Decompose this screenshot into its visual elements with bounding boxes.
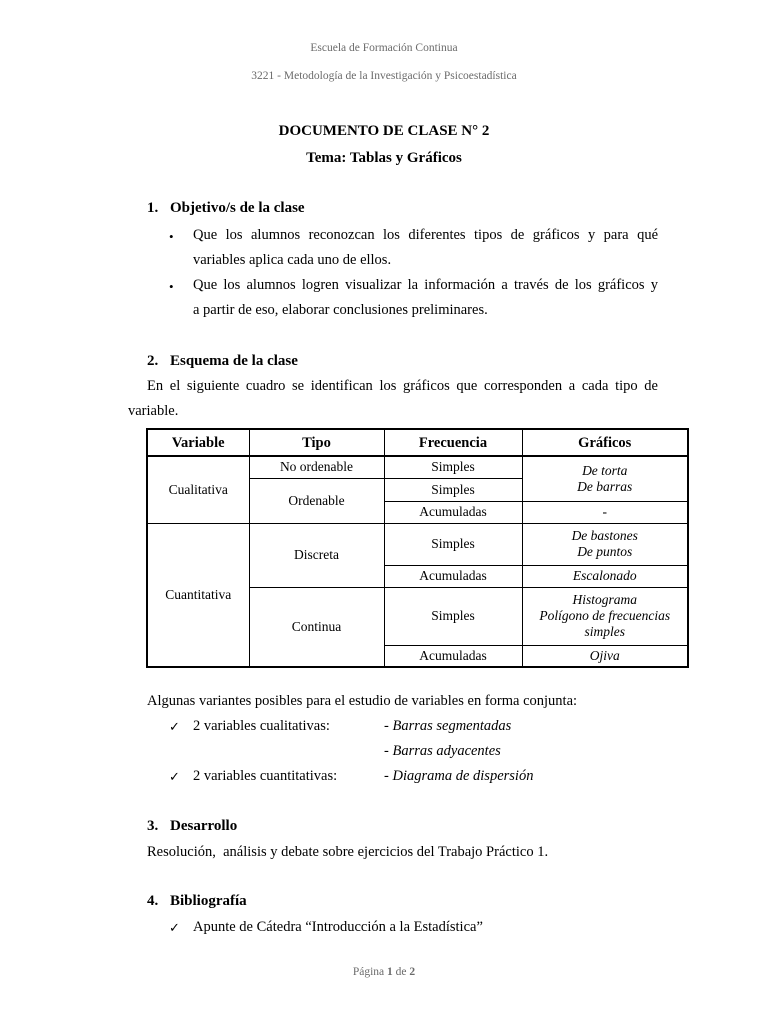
- objective-item: [193, 273, 658, 323]
- section-title: Objetivo/s de la clase: [170, 200, 305, 216]
- table-cell-frequency: Simples: [384, 456, 522, 478]
- section-heading-bibliography: [147, 893, 247, 910]
- table-cell-charts: Ojiva: [522, 645, 688, 667]
- table-cell-type: No ordenable: [249, 456, 384, 478]
- checkmark-icon: ✓: [169, 719, 180, 734]
- variant-option: [384, 718, 511, 735]
- section-title: Esquema de la clase: [170, 353, 298, 369]
- chart-type-label: Histograma: [572, 592, 637, 607]
- checkmark-icon: ✓: [169, 769, 180, 784]
- footer-page: 1: [387, 966, 393, 978]
- table-cell-frequency: Simples: [384, 478, 522, 501]
- footer-total: 2: [409, 966, 416, 978]
- charts-table: [146, 428, 689, 668]
- chart-type-label: De barras: [577, 478, 633, 494]
- chart-type-label: De puntos: [577, 544, 633, 559]
- section-number: 4.: [147, 893, 159, 909]
- variants-intro: Algunas variantes posibles para el estudio de variables en forma conjunta:: [147, 693, 578, 709]
- variant-label: 2 variables cualitativas:: [193, 718, 330, 734]
- page-footer: [0, 966, 768, 978]
- header-course: 3221 - Metodología de la Investigación y Psicoestadística: [251, 70, 517, 82]
- section-heading-scheme: [147, 353, 298, 370]
- section-title: Bibliografía: [170, 893, 247, 909]
- variant-label: 2 variables cuantitativas:: [193, 768, 338, 784]
- chart-type-label: simples: [584, 624, 625, 639]
- section-heading-development: [147, 818, 237, 835]
- intro-line: En el siguiente cuadro se identifican los gráficos que corresponden a cada tipo de: [147, 378, 658, 394]
- table-cell-frequency: Acumuladas: [384, 565, 522, 587]
- bibliography-item: Apunte de Cátedra “Introducción a la Estadística”: [193, 919, 483, 935]
- chart-type-label: Polígono de frecuencias: [539, 608, 671, 623]
- table-cell-frequency: Simples: [384, 587, 522, 645]
- table-cell-charts: [522, 587, 688, 645]
- footer-of: de: [395, 966, 407, 978]
- bullet-icon: •: [169, 279, 174, 294]
- chart-type-label: De torta: [582, 462, 628, 478]
- table-cell-charts: Escalonado: [522, 565, 688, 587]
- section-title: Desarrollo: [170, 818, 238, 834]
- table-cell-frequency: Acumuladas: [384, 501, 522, 523]
- dash: -: [384, 743, 393, 759]
- table-cell-type: Discreta: [249, 523, 384, 587]
- table-cell-frequency: Acumuladas: [384, 645, 522, 667]
- development-text: Resolución, análisis y debate sobre ejercicios del Trabajo Práctico 1.: [147, 844, 549, 860]
- objective-item: [193, 223, 658, 273]
- objective-line: Que los alumnos reconozcan los diferentes tipos de gráficos y para qué: [193, 227, 658, 243]
- objective-line: variables aplica cada uno de ellos.: [193, 252, 392, 268]
- document-title: DOCUMENTO DE CLASE N° 2: [278, 123, 490, 139]
- dash: -: [384, 718, 393, 734]
- objective-line: Que los alumnos logren visualizar la información a través de los gráficos y: [193, 277, 658, 293]
- document-subtitle: Tema: Tablas y Gráficos: [306, 150, 462, 166]
- chart-type-label: De bastones: [571, 528, 638, 543]
- table-cell-charts: [522, 523, 688, 565]
- table-header: Gráficos: [522, 429, 688, 456]
- table-cell-variable: Cuantitativa: [147, 523, 249, 667]
- table-cell-charts: -: [522, 501, 688, 523]
- variant-option-text: Barras adyacentes: [392, 743, 501, 759]
- dash: -: [384, 768, 393, 784]
- section-number: 3.: [147, 818, 159, 834]
- variant-option-text: Barras segmentadas: [392, 718, 512, 734]
- table-header: Variable: [147, 429, 249, 456]
- table-cell-variable: Cualitativa: [147, 456, 249, 523]
- table-cell-type: Continua: [249, 587, 384, 667]
- variant-option: [384, 768, 533, 785]
- header-school: Escuela de Formación Continua: [310, 42, 458, 54]
- objective-line: a partir de eso, elaborar conclusiones preliminares.: [193, 302, 488, 318]
- section-number: 1.: [147, 200, 159, 216]
- checkmark-icon: ✓: [169, 920, 180, 935]
- section-number: 2.: [147, 353, 159, 369]
- table-header: Tipo: [249, 429, 384, 456]
- variant-option-text: Diagrama de dispersión: [392, 768, 534, 784]
- table-cell-type: Ordenable: [249, 478, 384, 523]
- table-cell-frequency: Simples: [384, 523, 522, 565]
- section-heading-objectives: [147, 200, 305, 217]
- footer-label: Página: [352, 966, 385, 978]
- table-header: Frecuencia: [384, 429, 522, 456]
- variant-option: [384, 743, 501, 760]
- bullet-icon: •: [169, 229, 174, 244]
- table-cell-charts: [522, 456, 688, 501]
- intro-line: variable.: [128, 403, 179, 419]
